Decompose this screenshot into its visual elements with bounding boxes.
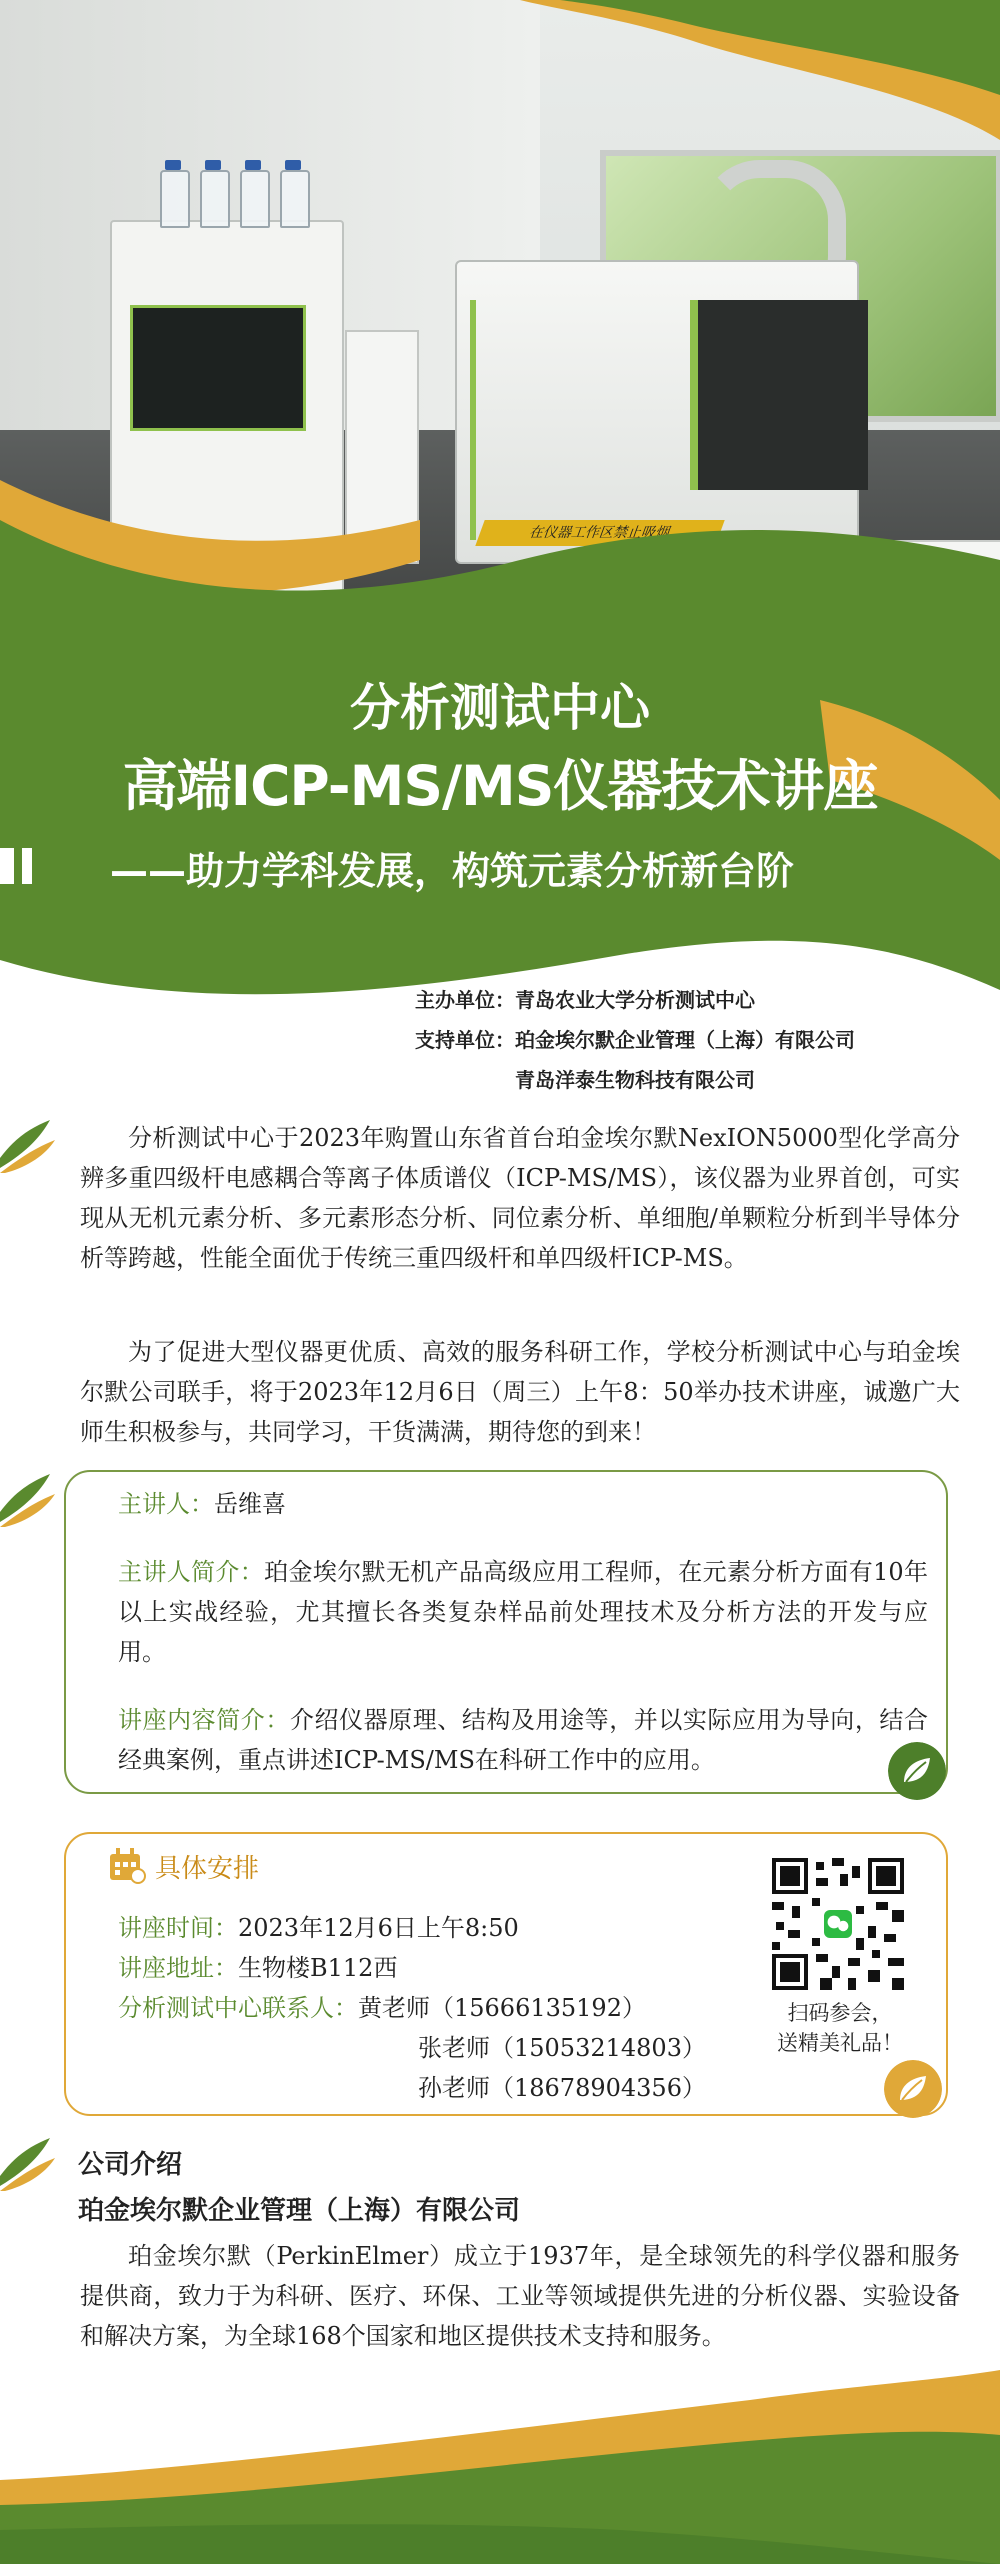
floor-warning-sign: 在仪器工作区禁止吸烟 <box>475 520 724 546</box>
contact-1: 黄老师（15666135192） <box>358 1994 646 2022</box>
intro-paragraph-2: 为了促进大型仪器更优质、高效的服务科研工作，学校分析测试中心与珀金埃尔默公司联手，将于2023年12月6日（周三）上午8：50举办技术讲座，诚邀广大师生积极参与，共同学习，干货满满，期待您的到来！ <box>80 1338 960 1446</box>
lecture-content-label: 讲座内容简介： <box>118 1706 290 1734</box>
leaf-badge-icon <box>884 2060 942 2118</box>
subtitle-bar-mark <box>0 848 14 884</box>
contact-line-1 <box>118 1988 646 2028</box>
host-label: 主办单位： <box>415 988 515 1012</box>
leaf-mark-icon <box>0 2136 55 2191</box>
host-value: 青岛农业大学分析测试中心 <box>515 988 755 1012</box>
speaker-name: 岳维喜 <box>214 1490 286 1518</box>
speaker-bio <box>118 1552 928 1672</box>
host-line <box>415 984 755 1013</box>
speaker-line <box>118 1484 918 1524</box>
schedule-title: 具体安排 <box>155 1854 260 1884</box>
support-value-1: 珀金埃尔默企业管理（上海）有限公司 <box>515 1028 855 1052</box>
speaker-bio-label: 主讲人简介： <box>118 1558 265 1586</box>
leaf-mark-icon <box>0 1118 55 1173</box>
contact-3: 孙老师（18678904356） <box>418 2074 706 2102</box>
title-line-1: 分析测试中心 <box>350 679 650 737</box>
support-label: 支持单位： <box>415 1028 515 1052</box>
support-value-2: 青岛洋泰生物科技有限公司 <box>515 1068 755 1092</box>
intro-paragraph-1: 分析测试中心于2023年购置山东省首台珀金埃尔默NexION5000型化学高分辨多重四级杆电感耦合等离子体质谱仪（ICP-MS/MS），该仪器为业界首创，可实现从无机元素分析、多元素形态分析、同位素分析、单细胞/单颗粒分析到半导体分析等跨越，性能全面优于传统三重四级杆和单四级杆ICP-MS。 <box>80 1124 960 1272</box>
title-line-2: 高端ICP-MS/MS仪器技术讲座 <box>122 754 878 818</box>
qr-code[interactable] <box>772 1858 904 1990</box>
company-name: 珀金埃尔默企业管理（上海）有限公司 <box>78 2196 521 2226</box>
calendar-icon <box>108 1846 146 1884</box>
lecture-time-value: 2023年12月6日上午8:50 <box>238 1914 519 1942</box>
lecture-time <box>118 1908 519 1948</box>
footer-decorative-wave <box>0 2330 1000 2564</box>
lecture-time-label: 讲座时间： <box>118 1914 238 1942</box>
lecture-place <box>118 1948 397 1988</box>
contact-label: 分析测试中心联系人： <box>118 1994 358 2022</box>
lecture-content <box>118 1700 928 1780</box>
qr-caption-2: 送精美礼品！ <box>777 2031 903 2055</box>
support-line <box>415 1024 855 1053</box>
contact-2: 张老师（15053214803） <box>418 2034 706 2062</box>
speaker-bio-text: 珀金埃尔默无机产品高级应用工程师，在元素分析方面有10年以上实战经验，尤其擅长各类复杂样品前处理技术及分析方法的开发与应用。 <box>118 1558 928 1666</box>
lecture-place-value: 生物楼B112西 <box>238 1954 398 1982</box>
company-section-title: 公司介绍 <box>78 2150 183 2180</box>
qr-caption-1: 扫码参会， <box>787 2001 893 2025</box>
speaker-label: 主讲人： <box>118 1490 214 1518</box>
lecture-content-text: 介绍仪器原理、结构及用途等，并以实际应用为导向，结合经典案例，重点讲述ICP-MS/MS在科研工作中的应用。 <box>118 1706 928 1774</box>
subtitle-bar-mark-2 <box>22 848 32 884</box>
subtitle: ——助力学科发展，构筑元素分析新台阶 <box>110 849 795 893</box>
support-line-2 <box>515 1064 755 1093</box>
leaf-mark-icon <box>0 1472 55 1527</box>
leaf-badge-icon <box>888 1742 946 1800</box>
company-description: 珀金埃尔默（PerkinElmer）成立于1937年，是全球领先的科学仪器和服务提供商，致力于为科研、医疗、环保、工业等领域提供先进的分析仪器、实验设备和解决方案，为全球168个国家和地区提供技术支持和服务。 <box>80 2242 960 2350</box>
lecture-place-label: 讲座地址： <box>118 1954 238 1982</box>
